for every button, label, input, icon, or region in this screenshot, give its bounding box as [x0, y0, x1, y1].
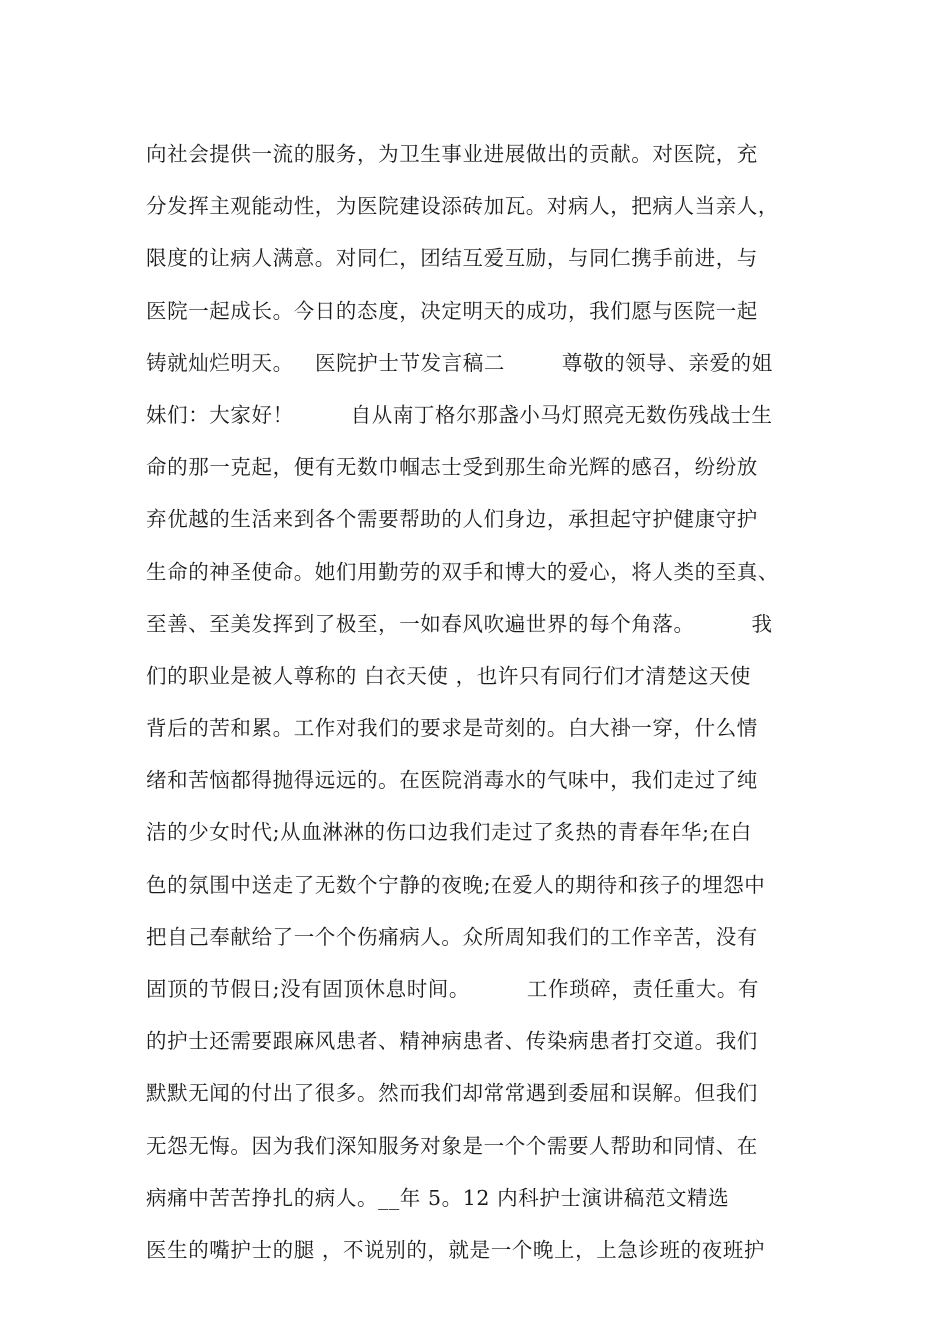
text-line: 至善、至美发挥到了极至，一如春风吹遍世界的每个角落。 我	[146, 611, 773, 636]
text-line: 限度的让病人满意。对同仁，团结互爱互励，与同仁携手前进，与	[146, 246, 758, 271]
text-line: 背后的苦和累。工作对我们的要求是苛刻的。白大褂一穿，什么情	[146, 716, 758, 741]
text-line: 命的那一克起，便有无数巾帼志士受到那生命光辉的感召，纷纷放	[146, 455, 758, 480]
text-line: 把自己奉献给了一个个伤痛病人。众所周知我们的工作辛苦，没有	[146, 924, 758, 949]
text-line: 的护士还需要跟麻风患者、精神病患者、传染病患者打交道。我们	[146, 1029, 758, 1054]
text-line: 生命的神圣使命。她们用勤劳的双手和博大的爱心，将人类的至真、	[146, 559, 779, 584]
text-line: 分发挥主观能动性，为医院建设添砖加瓦。对病人，把病人当亲人，	[146, 194, 779, 219]
text-line: 弃优越的生活来到各个需要帮助的人们身边，承担起守护健康守护	[146, 507, 758, 532]
text-line: 妹们：大家好！ 自从南丁格尔那盏小马灯照亮无数伤残战士生	[146, 402, 773, 427]
text-line: 色的氛围中送走了无数个宁静的夜晚;在爱人的期待和孩子的埋怨中	[146, 872, 766, 897]
text-line: 医生的嘴护士的腿 ，不说别的，就是一个晚上，上急诊班的夜班护	[146, 1237, 766, 1262]
text-line: 病痛中苦苦挣扎的病人。__年 5。12 内科护士演讲稿范文精选	[146, 1185, 730, 1210]
text-line: 无怨无悔。因为我们深知服务对象是一个个需要人帮助和同情、在	[146, 1133, 758, 1158]
text-line: 医院一起成长。今日的态度，决定明天的成功，我们愿与医院一起	[146, 298, 758, 323]
text-line: 默默无闻的付出了很多。然而我们却常常遇到委屈和误解。但我们	[146, 1081, 758, 1106]
text-line: 绪和苦恼都得抛得远远的。在医院消毒水的气味中，我们走过了纯	[146, 768, 758, 793]
body-text	[146, 132, 826, 1280]
text-line: 固顶的节假日;没有固顶休息时间。 工作琐碎，责任重大。有	[146, 977, 760, 1001]
text-line: 洁的少女时代;从血淋淋的伤口边我们走过了炙热的青春年华;在白	[146, 820, 752, 845]
text-line: 铸就灿烂明天。 医院护士节发言稿二 尊敬的领导、亲爱的姐	[146, 350, 773, 375]
text-line: 们的职业是被人尊称的 白衣天使 ，也许只有同行们才清楚这天使	[146, 663, 752, 688]
text-line: 向社会提供一流的服务，为卫生事业进展做出的贡献。对医院，充	[146, 142, 758, 166]
